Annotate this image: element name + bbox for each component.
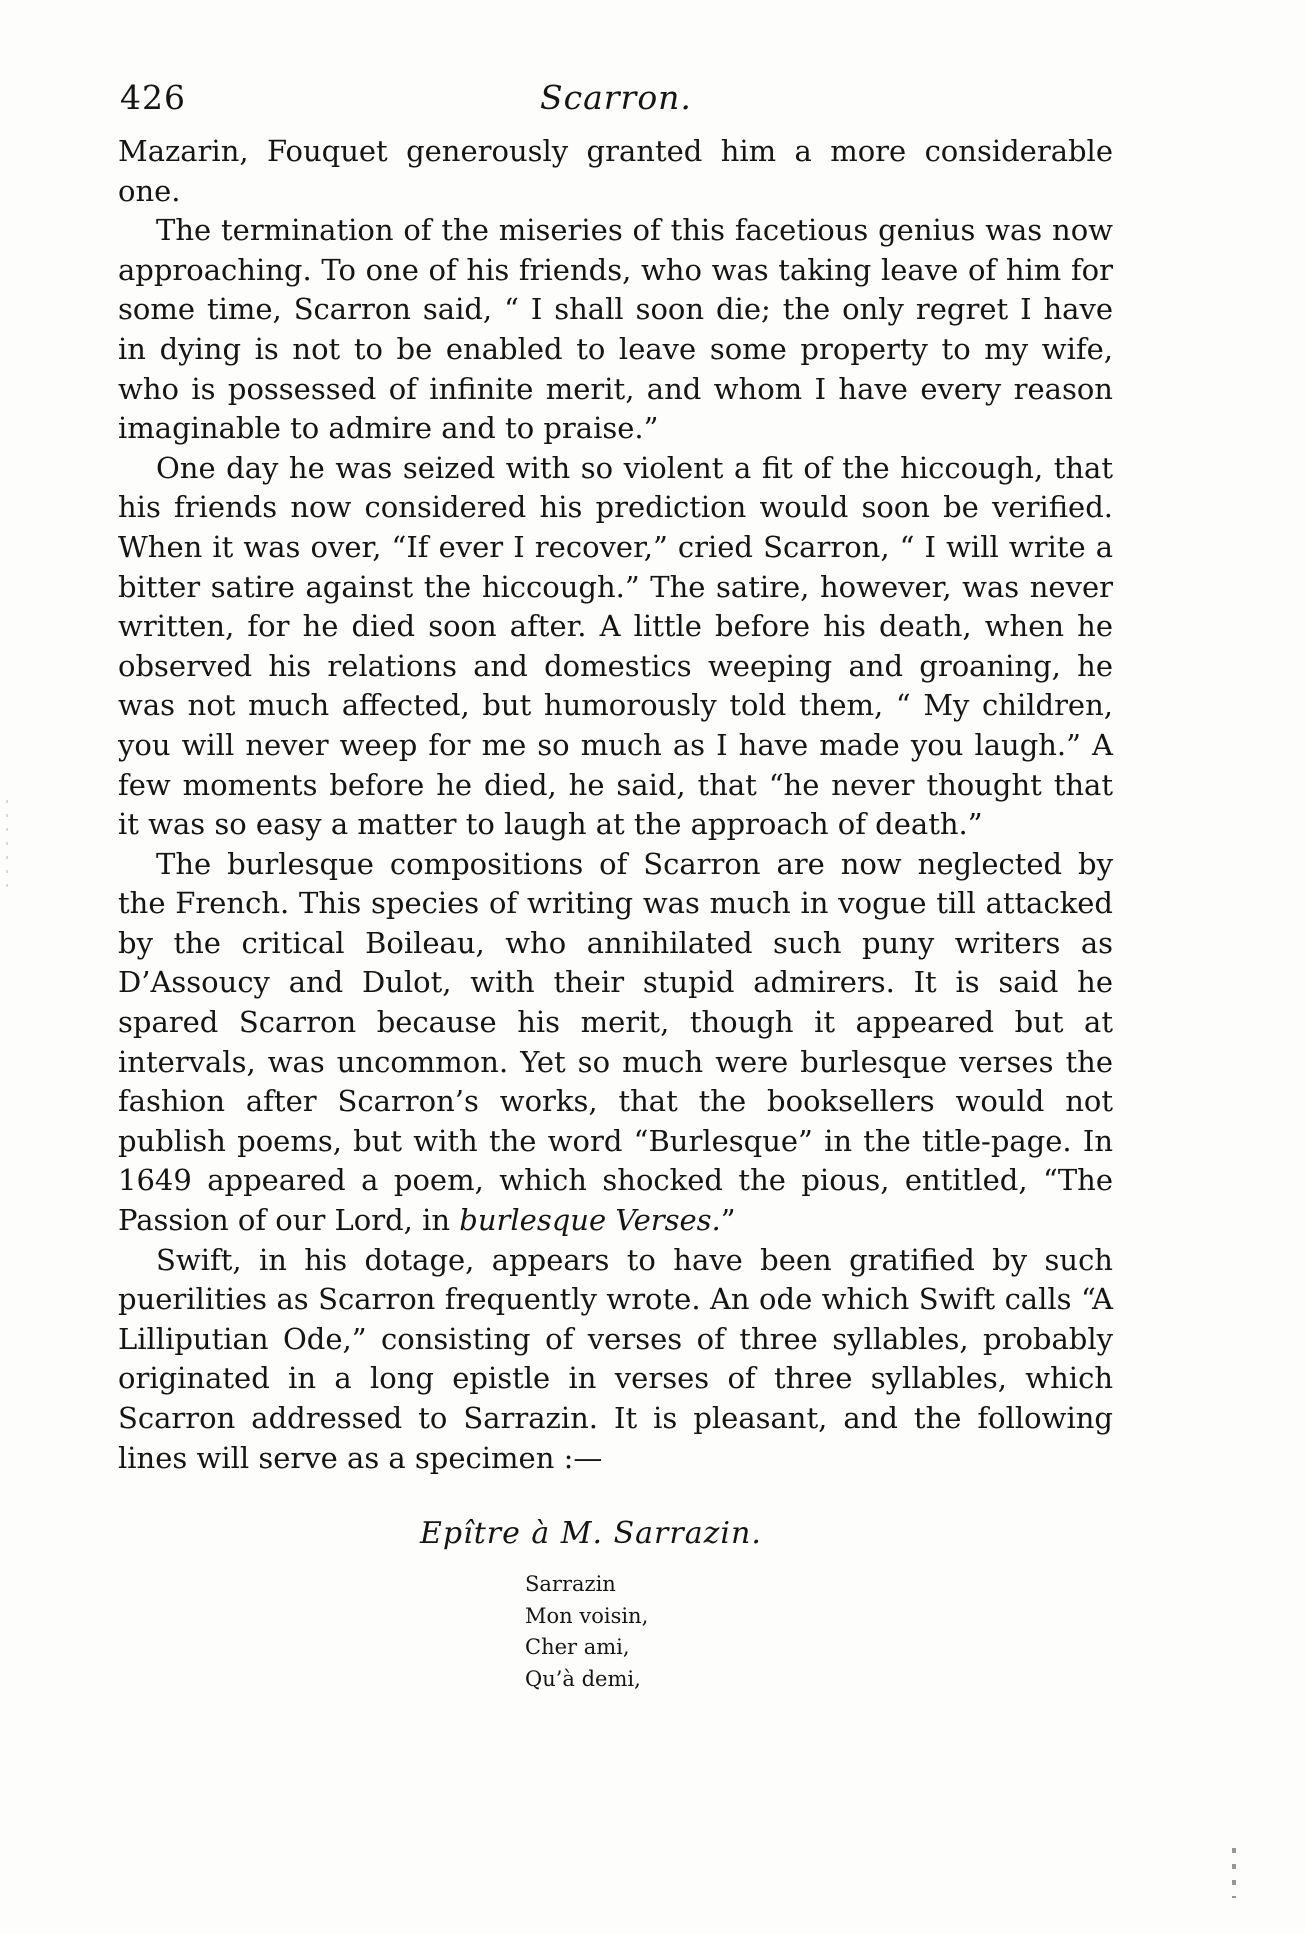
scan-margin-mark bbox=[1232, 1848, 1236, 1898]
page-number: 426 bbox=[120, 78, 186, 117]
paragraph-termination: The termination of the miseries of this facetious genius was now approaching. To one of his friends, who was taking leave of him for some time, Scarron said, “ I shall soon die; the only regret I have in dying is not to be enabled to leave some property to my wife, who is possessed of infinite merit, and whom I have every reason imaginable to admire and to praise.” bbox=[118, 213, 1113, 446]
running-head bbox=[118, 72, 1113, 132]
book-page bbox=[118, 72, 1113, 1695]
verse-line: Qu’à demi, bbox=[525, 1666, 641, 1691]
verse-block bbox=[118, 1569, 1113, 1695]
burlesque-italic-title: burlesque Verses. bbox=[459, 1203, 721, 1238]
paragraph-hiccough: One day he was seized with so violent a fit of the hiccough, that his friends now considered his prediction would soon be verified. When it was over, “If ever I recover,” cried Scarron, “ I will write a bitter satire against the hiccough.” The satire, however, was never written, for he died soon after. A little before his death, when he observed his relations and domestics weeping and groaning, he was not much affected, but humorously told them, “ My children, you will never weep for me so much as I have made you laugh.” A few moments before he died, he said, that “he never thought that it was so easy a matter to laugh at the approach of death.” bbox=[118, 450, 1113, 842]
paragraph-continued: Mazarin, Fouquet generously granted him a more considerable one. bbox=[118, 134, 1113, 208]
running-title: Scarron. bbox=[540, 78, 692, 117]
paragraph-swift: Swift, in his dotage, appears to have been gratified by such puerilities as Scarron frequently wrote. An ode which Swift calls “A Lilliputian Ode,” consisting of verses of three syllables, probably originated in a long epistle in verses of three syllables, which Scarron addressed to Sarrazin. It is pleasant, and the following lines will serve as a specimen :— bbox=[118, 1242, 1113, 1475]
paragraph-burlesque bbox=[118, 845, 1113, 1241]
verse-line: Cher ami, bbox=[525, 1635, 630, 1660]
scan-gutter-mark bbox=[6, 800, 8, 890]
burlesque-closing-quote: ” bbox=[720, 1203, 736, 1238]
burlesque-text: The burlesque compositions of Scarron are now neglected by the French. This species of writing was much in vogue till attacked by the critical Boileau, who annihilated such puny writers as D’Assoucy and Dulot, with their stupid admirers. It is said he spared Scarron because his merit, though it appeared but at intervals, was uncommon. Yet so much were burlesque verses the fashion after Scarron’s works, that the booksellers would not publish poems, but with the word “Burlesque” in the title-page. In 1649 appeared a poem, which shocked the pious, entitled, “The Passion of our Lord, in bbox=[118, 846, 1113, 1238]
epistle-title: Epître à M. Sarrazin. bbox=[420, 1516, 762, 1552]
body-text bbox=[118, 132, 1113, 1478]
verse-line: Sarrazin bbox=[525, 1572, 616, 1597]
verse-line: Mon voisin, bbox=[525, 1603, 649, 1628]
